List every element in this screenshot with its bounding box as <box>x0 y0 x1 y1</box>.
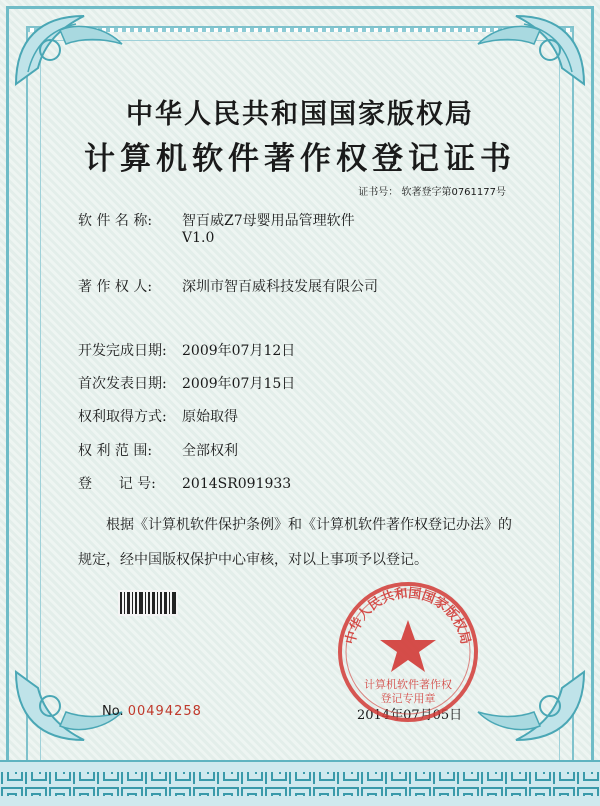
corner-ornament-icon <box>10 10 130 90</box>
issue-date: 2014年07月05日 <box>357 708 463 723</box>
serial-value: 00494258 <box>127 704 202 719</box>
statement <box>78 508 538 578</box>
field-value: 原始取得 <box>182 409 238 425</box>
field-completion-date <box>78 340 295 360</box>
field-value: 深圳市智百威科技发展有限公司 <box>182 279 378 295</box>
field-value: 智百威Z7母婴用品管理软件 <box>182 213 355 229</box>
field-label: 首次发表日期: <box>78 376 167 392</box>
field-value: 2014SR091933 <box>182 476 292 492</box>
field-label: 开发完成日期: <box>78 343 167 359</box>
statement-text: 根据《计算机软件保护条例》和《计算机软件著作权登记办法》的 <box>106 517 512 533</box>
issuer-title: 中华人民共和国国家版权局 <box>126 99 474 130</box>
barcode-icon <box>118 590 178 616</box>
field-copyright-owner <box>78 276 378 296</box>
field-value: 2009年07月12日 <box>182 343 296 359</box>
statement-line-2: 规定，经中国版权保护中心审核，对以上事项予以登记。 <box>78 552 428 568</box>
certificate-title: 计算机软件著作权登记证书 <box>84 141 516 177</box>
corner-ornament-icon <box>470 10 590 90</box>
serial-number <box>102 704 202 719</box>
field-value: V1.0 <box>182 230 215 246</box>
greek-key-pattern-icon <box>0 762 600 806</box>
official-seal-icon <box>336 580 480 724</box>
statement-line-1 <box>78 508 538 543</box>
corner-ornament-icon <box>470 666 590 746</box>
certificate-number: 证书号： 软著登字第0761177号 <box>358 187 506 198</box>
seal-inner-line-1: 计算机软件著作权 <box>364 678 452 691</box>
field-software-version <box>182 230 214 246</box>
field-label: 权利取得方式: <box>78 409 167 425</box>
field-registration-number <box>78 473 291 493</box>
field-label: 著 作 权 人: <box>78 279 153 295</box>
field-acquisition-method <box>78 406 238 426</box>
field-label: 软 件 名 称: <box>78 213 153 229</box>
field-publish-date <box>78 373 295 393</box>
seal-ring-text: 中华人民共和国国家版权局 <box>343 586 473 646</box>
field-value: 全部权利 <box>182 443 238 459</box>
field-label: 登 记 号: <box>78 476 156 492</box>
serial-prefix: No. <box>102 704 124 719</box>
seal-inner-line-2: 登记专用章 <box>380 692 436 705</box>
greek-key-border <box>0 760 600 806</box>
field-rights-scope <box>78 440 238 460</box>
field-software-name <box>78 210 355 230</box>
field-value: 2009年07月15日 <box>182 376 296 392</box>
field-label: 权 利 范 围: <box>78 443 153 459</box>
